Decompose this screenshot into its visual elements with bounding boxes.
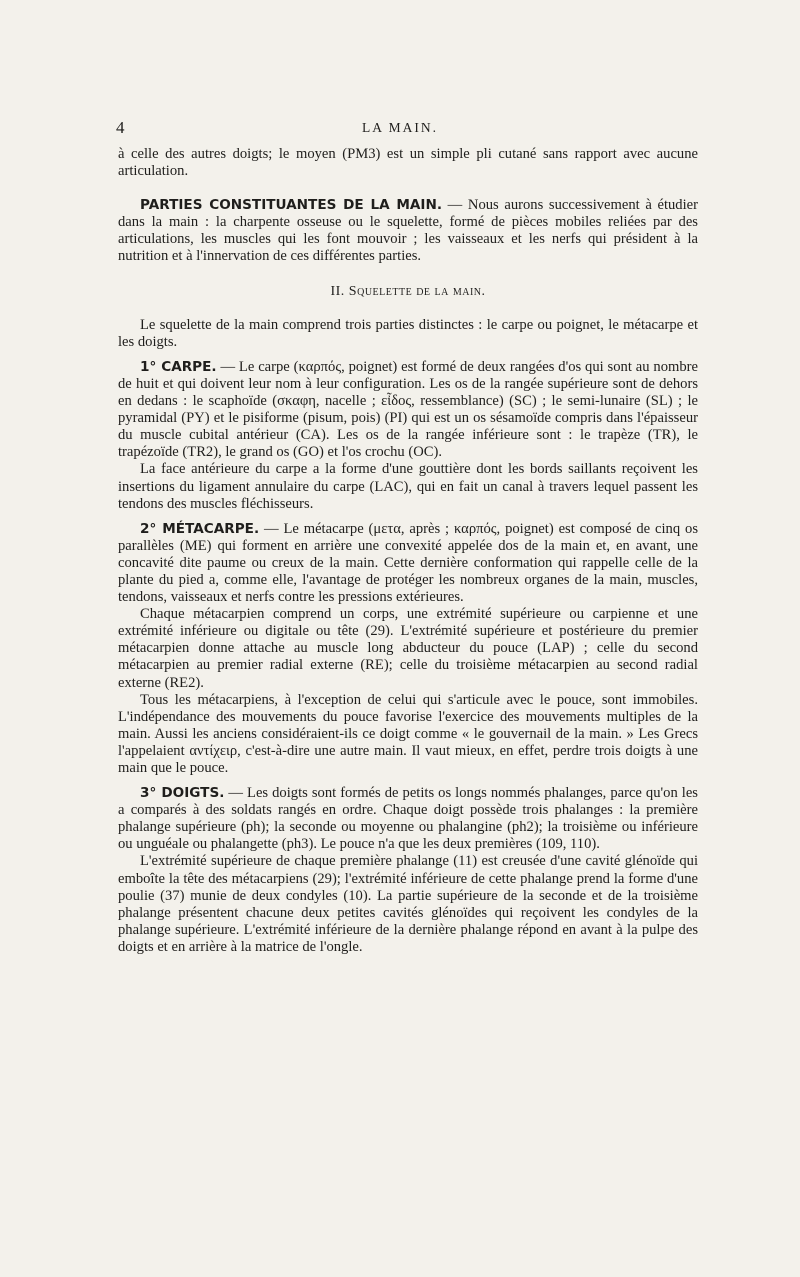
running-title: LA MAIN. — [362, 120, 438, 135]
paragraph-carpe-face: La face antérieure du carpe a la forme d'une gouttière dont les bords saillants reçoivent les insertions du ligament annulaire du carpe (LAC), qui en fait un canal à travers lequel passent les tendons des muscles fléchisseurs. — [118, 461, 698, 512]
paragraph-metacarpe — [118, 521, 698, 606]
paragraph-phalanges: L'extrémité supérieure de chaque première phalange (11) est creusée d'une cavité glénoïde qui emboîte la tête des métacarpiens (29); l'extrémité inférieure de cette phalange prend la forme d'une poulie (37) munie de deux condyles (10). La partie supérieure de la seconde et de la troisième phalange présentent chacune deux petites cavités glénoïdes qui reçoivent les condyles de la phalange supérieure. L'extrémité inférieure de la dernière phalange répond en avant à la pulpe des doigts et en arrière à la matrice de l'ongle. — [118, 853, 698, 955]
paragraph-body: — Nous aurons successivement à étudier dans la main : la charpente osseuse ou le squelette, formé de pièces mobiles reliées par des articulations, les muscles qui les font mouvoir ; les vaisseaux et les nerfs qui président à la nutrition et à l'innervation de ces différentes parties. — [118, 197, 699, 265]
body-text — [118, 146, 698, 956]
paragraph-body: — Le carpe (καρπός, poignet) est formé de deux rangées d'os qui sont au nombre de huit et qui doivent leur nom à leur configuration. Les os de la rangée supérieure sont de dehors en dedans : le scaphoïde (σκαφη, nacelle ; εἶδος, ressemblance) (SC) ; le semi-lunaire (SL) ; le pyramidal (PY) et le pisiforme (pisum, pois) (PI) qui est un os sésamoïde compris dans l'épaisseur du muscle cubital antérieur (CA). Les os de la rangée inférieure sont : le trapèze (TR), le trapézoïde (TR2), le grand os (GO) et l'os crochu (OC). — [118, 358, 698, 461]
paragraph-squelette: Le squelette de la main comprend trois parties distinctes : le carpe ou poignet, le métacarpe et les doigts. — [118, 316, 698, 350]
page-number: 4 — [116, 118, 125, 137]
paragraph-metacarpien: Chaque métacarpien comprend un corps, une extrémité supérieure ou carpienne et une extrémité inférieure ou digitale ou tête (29). L'extrémité supérieure et postérieure du premier métacarpien donne attache au muscle long abducteur du pouce (LAP) ; celle du second métacarpien au premier radial externe (RE); celle du troisième métacarpien au second radial externe (RE2). — [118, 606, 698, 691]
paragraph-lead: 3° DOIGTS. — [140, 785, 225, 802]
paragraph-body: — Les doigts sont formés de petits os longs nommés phalanges, parce qu'on les a comparés à des soldats rangés en ordre. Chaque doigt possède trois phalanges : la première phalange supérieure (ph); la seconde ou moyenne ou phalangine (ph2); la troisième ou inférieure ou unguéale ou phalangette (ph3). Le pouce n'a que les deux premières (109, 110). — [118, 785, 698, 853]
paragraph-doigts — [118, 785, 698, 853]
paragraph-body: — Le métacarpe (μετα, après ; καρπός, poignet) est composé de cinq os parallèles (ME) qui forment en arrière une convexité appelée dos de la main et, en avant, une concavité dite paume ou creux de la main. Cette dernière conformation qui rappelle celle de la plante du pied a, comme elle, l'avantage de protéger les nombreux organes de la main, muscles, tendons, vaisseaux et nerfs contre les pressions extérieures. — [118, 520, 698, 606]
section-heading: II. Squelette de la main. — [330, 283, 486, 299]
paragraph-lead: 1° CARPE. — [140, 358, 217, 375]
paragraph-continuation: à celle des autres doigts; le moyen (PM3) est un simple pli cutané sans rapport avec aucune articulation. — [118, 146, 698, 180]
paragraph-pouce: Tous les métacarpiens, à l'exception de celui qui s'articule avec le pouce, sont immobiles. L'indépendance des mouvements du pouce favorise l'exercice des mouvements multiples de la main. Aussi les anciens considéraient-ils ce doigt comme « le gouvernail de la main. » Les Grecs l'appelaient αντίχειρ, c'est-à-dire une autre main. Il vaut mieux, en effet, perdre trois doigts à une main que le pouce. — [118, 691, 698, 776]
paragraph-lead: PARTIES CONSTITUANTES DE LA MAIN. — [140, 197, 443, 214]
paragraph-parties — [118, 197, 698, 265]
paragraph-lead: 2° MÉTACARPE. — [140, 520, 260, 537]
paragraph-carpe — [118, 359, 698, 462]
